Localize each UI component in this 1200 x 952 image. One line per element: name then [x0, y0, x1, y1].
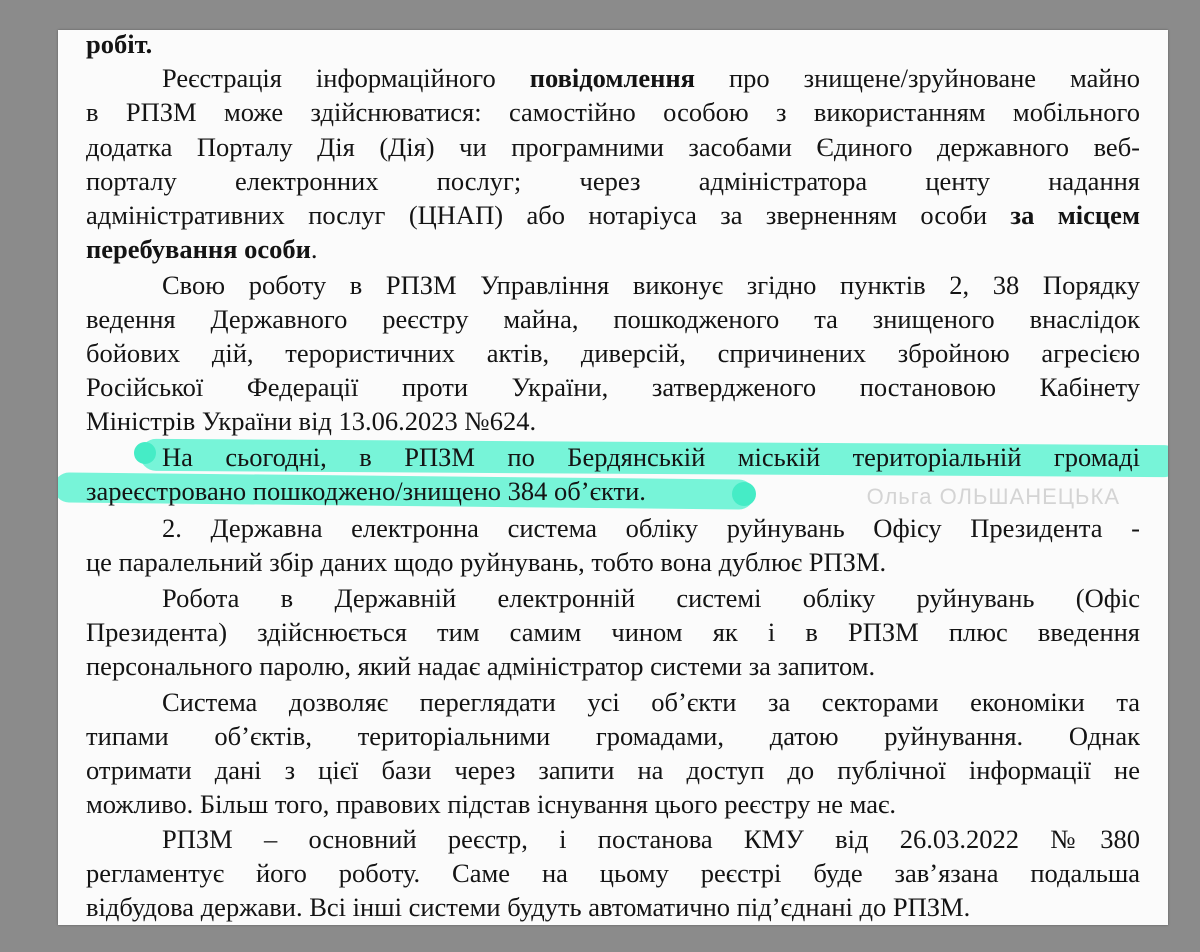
text-line-11	[86, 370, 1140, 404]
text-run: додатка Порталу Дія (Дія) чи програмними засобами Єдиного державного веб-	[86, 132, 1140, 162]
text-line-12	[86, 404, 1140, 438]
text-run: персонального паролю, який надає адміністратор системи за запитом.	[86, 651, 876, 681]
text-line-3	[86, 95, 1140, 129]
text-line-5	[86, 164, 1140, 198]
text-line-1	[86, 30, 1140, 61]
text-line-23	[86, 787, 1140, 821]
text-line-17	[162, 581, 1140, 615]
text-line-2	[162, 61, 1140, 95]
text-run: регламентує його роботу. Саме на цьому реєстрі буде зав’язана подальша	[86, 858, 1140, 888]
text-run: відбудова держави. Всі інші системи будуть автоматично під’єднані до РПЗМ.	[86, 892, 971, 922]
text-run: Міністрів України від 13.06.2023 №624.	[86, 406, 537, 436]
text-run: за місцем	[1010, 200, 1140, 230]
text-run: .	[310, 234, 318, 264]
text-run: отримати дані з цієї бази через запити на доступ до публічної інформації не	[86, 755, 1140, 785]
text-line-7	[86, 232, 1140, 266]
document-page	[58, 30, 1168, 925]
text-line-15	[162, 511, 1140, 545]
text-line-16	[86, 545, 1140, 579]
text-run: адміністративних послуг (ЦНАП) або нотаріуса за зверненням особи	[86, 200, 1011, 230]
text-run: На сьогодні, в РПЗМ по Бердянській міській територіальній громаді	[162, 442, 1140, 472]
text-run: робіт.	[86, 30, 153, 59]
text-line-24	[162, 822, 1140, 856]
signature-bleed: Ольга ОЛЬШАНЕЦЬКА	[866, 484, 1120, 509]
text-run: про знищене/зруйноване майно	[694, 63, 1140, 93]
text-run: в РПЗМ може здійснюватися: самостійно особою з використанням мобільного	[86, 97, 1140, 127]
text-run: РПЗМ – основний реєстр, і постанова КМУ від 26.03.2022 №380	[162, 824, 1140, 854]
text-run: це паралельний збір даних щодо руйнувань, тобто вона дублює РПЗМ.	[86, 547, 887, 577]
text-run: Реєстрація інформаційного	[162, 63, 530, 93]
text-line-26	[86, 890, 1140, 924]
text-line-25	[86, 856, 1140, 890]
text-run: повідомлення	[529, 63, 695, 93]
text-run: можливо. Більш того, правових підстав існування цього реєстру не має.	[86, 789, 896, 819]
text-line-19	[86, 649, 1140, 683]
text-line-14	[86, 474, 1140, 508]
text-line-4	[86, 130, 1140, 164]
text-line-21	[86, 719, 1140, 753]
text-line-10	[86, 336, 1140, 370]
text-run: Робота в Державній електронній системі обліку руйнувань (Офіс	[162, 583, 1140, 613]
text-run: бойових дій, терористичних актів, диверсій, спричинених збройною агресією	[86, 338, 1140, 368]
text-run: Президента) здійснюється тим самим чином як і в РПЗМ плюс введення	[86, 617, 1140, 647]
text-line-22	[86, 753, 1140, 787]
text-line-20	[162, 685, 1140, 719]
text-run: 2. Державна електронна система обліку руйнувань Офісу Президента -	[162, 513, 1140, 543]
text-run: ведення Державного реєстру майна, пошкодженого та знищеного внаслідок	[86, 304, 1140, 334]
text-run: зареєстровано пошкоджено/знищено 384 об’єкти.	[86, 476, 646, 506]
text-run: Свою роботу в РПЗМ Управління виконує згідно пунктів 2, 38 Порядку	[162, 270, 1140, 300]
text-run: типами об’єктів, територіальними громадами, датою руйнування. Однак	[86, 721, 1140, 751]
text-line-18	[86, 615, 1140, 649]
text-line-8	[162, 268, 1140, 302]
text-line-13	[162, 440, 1140, 474]
text-run: порталу електронних послуг; через адміністратора центу надання	[86, 166, 1140, 196]
text-run: перебування особи	[86, 234, 311, 264]
text-line-9	[86, 302, 1140, 336]
text-run: Система дозволяє переглядати усі об’єкти за секторами економіки та	[162, 687, 1140, 717]
text-line-6	[86, 198, 1140, 232]
text-run: Російської Федерації проти України, затвердженого постановою Кабінету	[86, 372, 1140, 402]
highlight-dot-left	[134, 442, 156, 464]
